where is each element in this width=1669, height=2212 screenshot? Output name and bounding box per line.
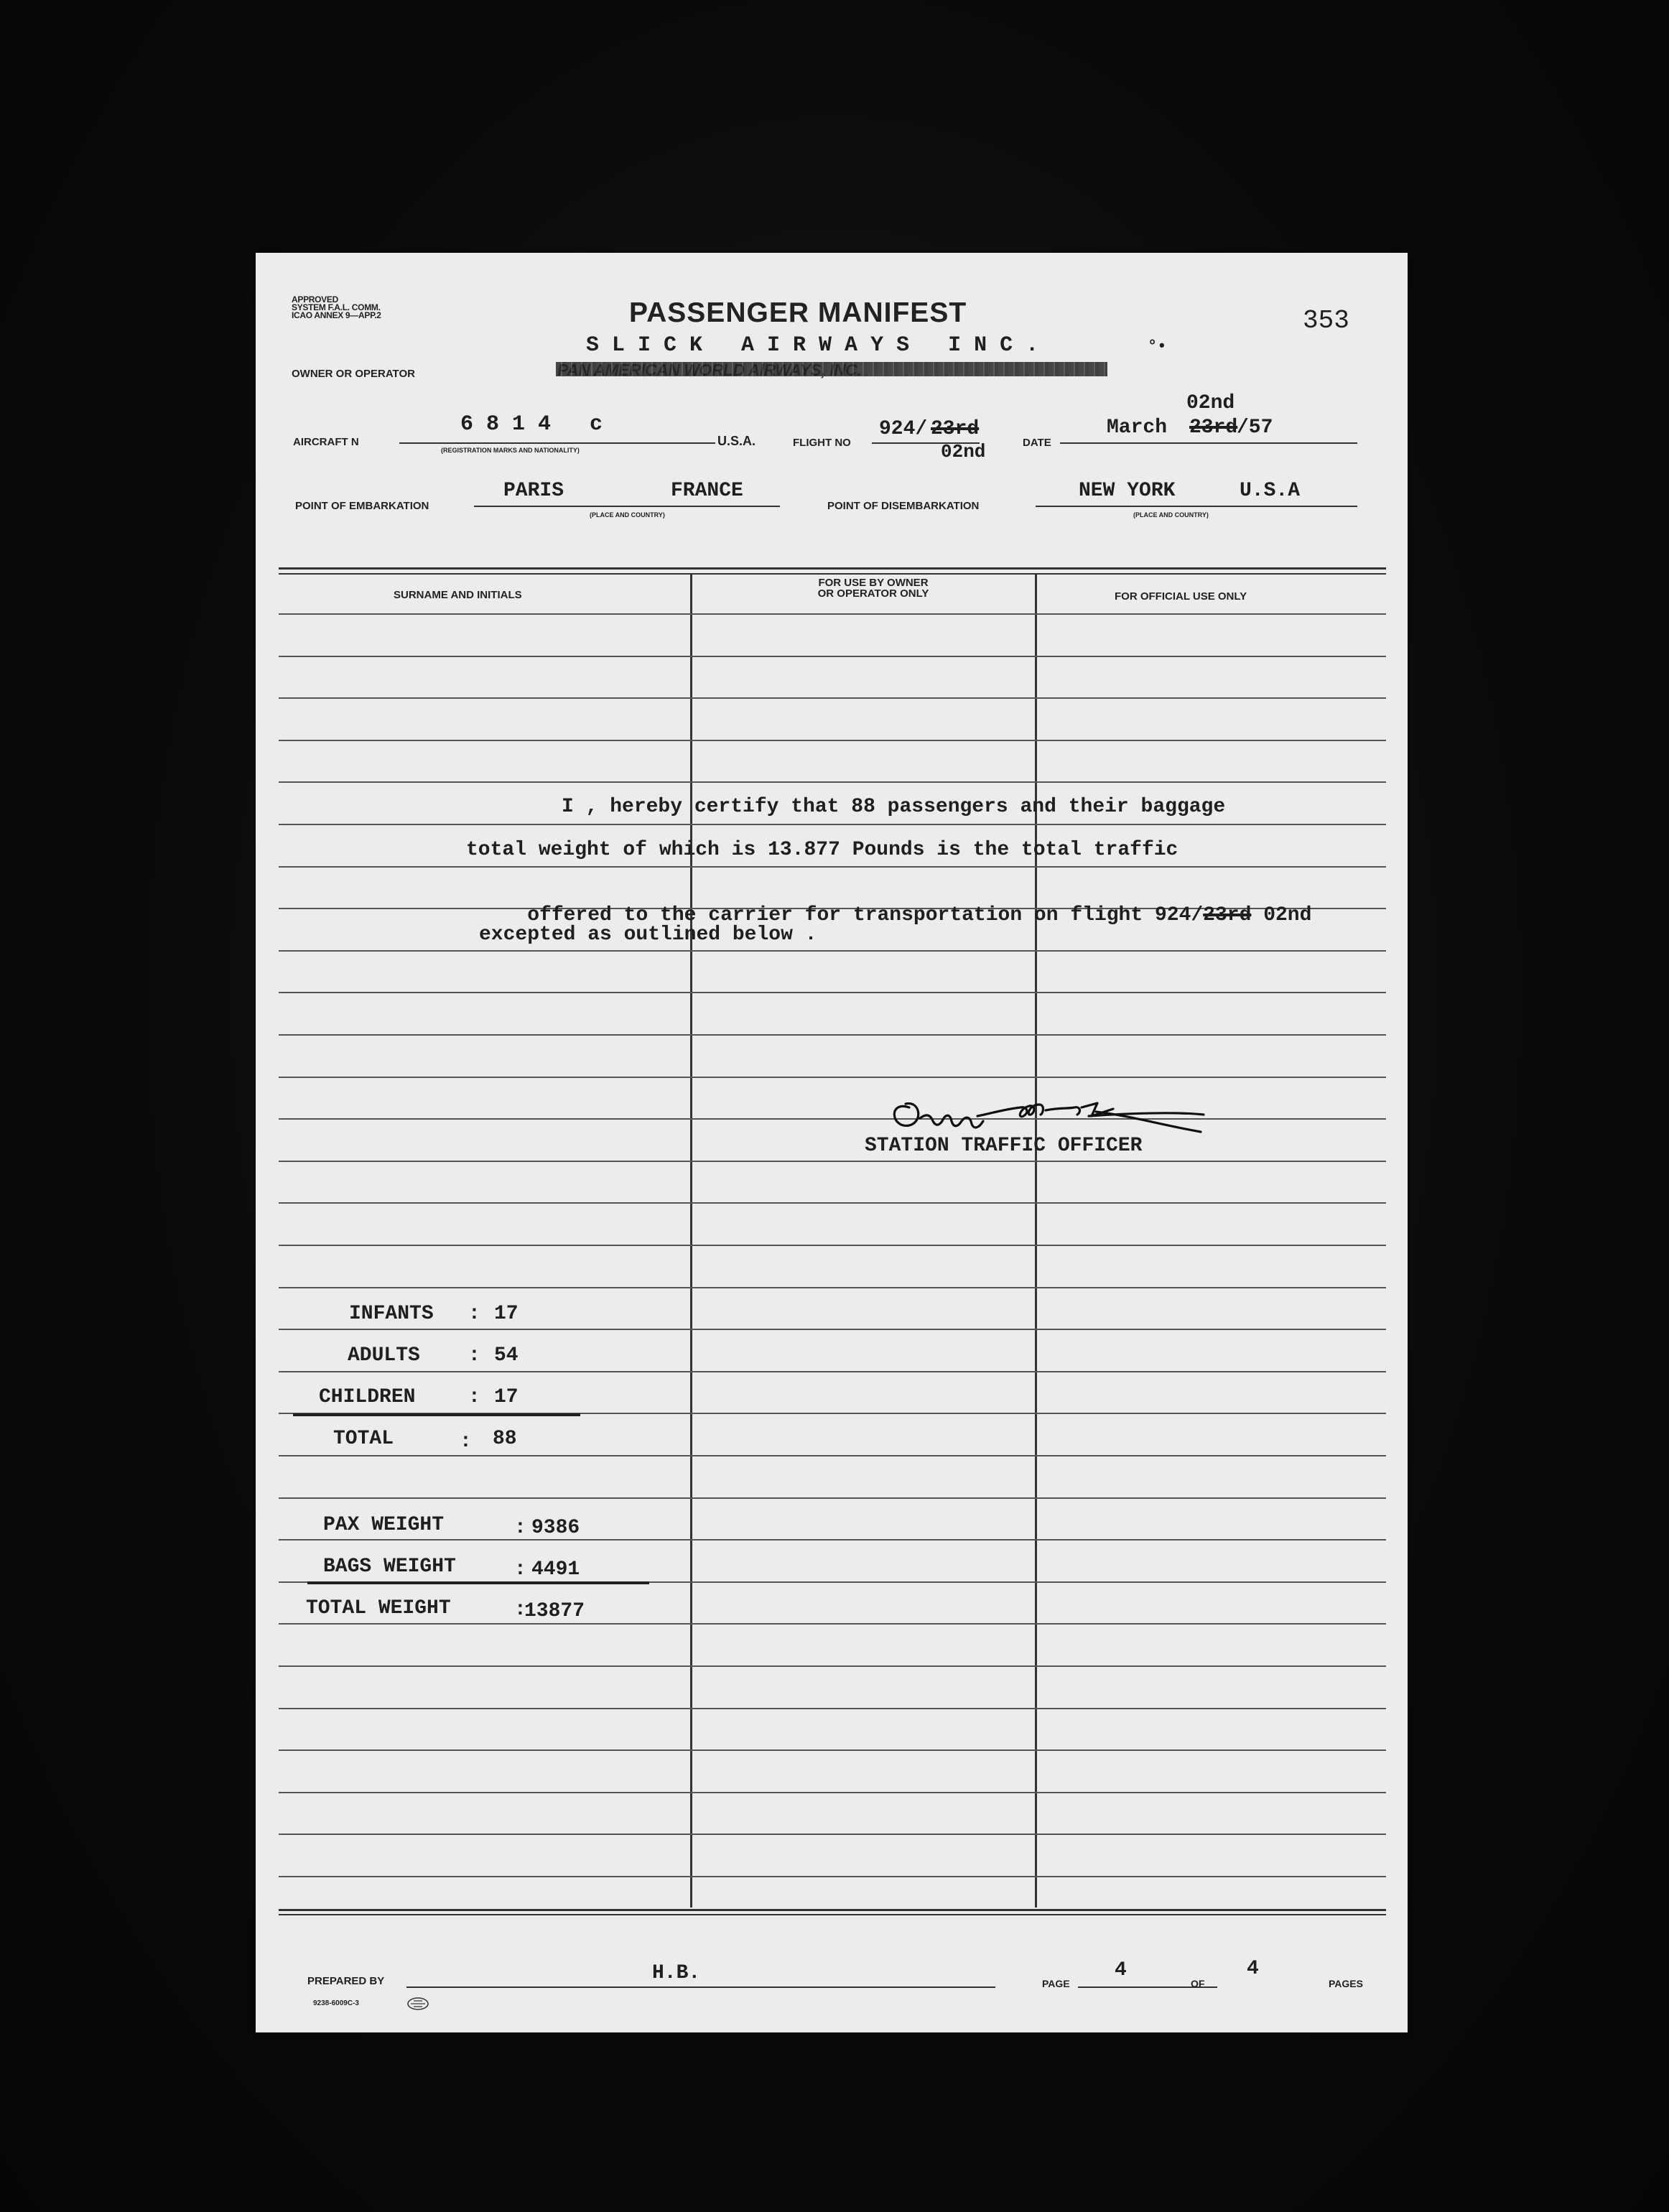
date-struck: 23rd — [1189, 417, 1238, 439]
registration-note: (REGISTRATION MARKS AND NATIONALITY) — [441, 447, 580, 454]
row-rule — [279, 1792, 1386, 1793]
usa-label: U.S.A. — [717, 434, 756, 448]
weight-colon: : — [514, 1558, 526, 1581]
weight-colon: : — [514, 1517, 526, 1539]
count-label-children: CHILDREN — [319, 1386, 416, 1408]
row-rule — [279, 1161, 1386, 1162]
row-rule — [279, 1876, 1386, 1877]
table-top-rule — [279, 567, 1386, 570]
table-bottom-rule — [279, 1909, 1386, 1911]
disembark-city: NEW YORK — [1079, 480, 1176, 502]
operator-strike-scribble — [556, 362, 1107, 376]
row-rule — [279, 781, 1386, 783]
column-header-owner — [787, 577, 959, 599]
pages-label: PAGES — [1329, 1978, 1363, 1989]
column-header-owner-line: FOR USE BY OWNER — [818, 577, 929, 589]
page-value: 4 — [1115, 1959, 1127, 1981]
row-rule — [279, 1749, 1386, 1751]
row-rule — [279, 1287, 1386, 1288]
table-top-rule — [279, 573, 1386, 575]
certification-line-3-main: offered to the carrier for transportation on flight 924/ — [527, 904, 1204, 926]
aircraft-value: 6 8 1 4 c — [460, 412, 603, 437]
place-country-note-1: (PLACE AND COUNTRY) — [590, 511, 665, 519]
row-rule — [279, 1371, 1386, 1372]
count-value-infants: 17 — [494, 1303, 519, 1325]
certification-line-2: total weight of which is 13.877 Pounds is the total traffic — [466, 839, 1178, 861]
row-rule — [279, 1245, 1386, 1246]
embark-underline — [474, 506, 780, 507]
owner-operator-label: OWNER OR OPERATOR — [292, 368, 415, 380]
certification-line-1: I , hereby certify that 88 passengers and their baggage — [562, 796, 1226, 818]
count-value-total: 88 — [493, 1428, 517, 1450]
embark-country: FRANCE — [671, 480, 743, 502]
flight-label: FLIGHT NO — [793, 437, 851, 449]
prepared-by-value: H.B. — [652, 1962, 701, 1984]
weight-colon: : — [514, 1599, 526, 1621]
of-label: OF — [1191, 1978, 1205, 1989]
row-rule — [279, 950, 1386, 952]
flight-correction: 02nd — [941, 441, 986, 463]
aircraft-label: AIRCRAFT N — [293, 436, 359, 448]
row-rule — [279, 1708, 1386, 1709]
count-colon: : — [468, 1386, 480, 1408]
date-year: /57 — [1237, 417, 1273, 439]
row-rule — [279, 697, 1386, 699]
row-rule — [279, 1118, 1386, 1120]
prepared-by-label: PREPARED BY — [307, 1975, 385, 1987]
page-label: PAGE — [1042, 1978, 1070, 1989]
manifest-sheet — [256, 253, 1408, 2032]
embarkation-label: POINT OF EMBARKATION — [295, 500, 429, 512]
certification-line-3-end: 02nd — [1263, 904, 1312, 926]
column-header-official: FOR OFFICIAL USE ONLY — [1115, 590, 1247, 603]
weight-value-bags: 4491 — [531, 1558, 580, 1581]
date-month: March — [1107, 417, 1168, 439]
date-underline — [1060, 442, 1357, 444]
row-rule — [279, 1202, 1386, 1204]
flight-value: 924/ — [879, 418, 928, 440]
count-colon: : — [468, 1303, 480, 1325]
weight-label-pax: PAX WEIGHT — [323, 1514, 445, 1536]
weights-total-rule — [307, 1581, 649, 1584]
form-title: PASSENGER MANIFEST — [629, 297, 967, 328]
row-rule — [279, 1034, 1386, 1036]
approved-line: SYSTEM F.A.L. COMM. — [292, 302, 381, 312]
count-label-adults: ADULTS — [348, 1344, 420, 1367]
row-rule — [279, 613, 1386, 615]
count-colon: : — [468, 1344, 480, 1367]
column-header-owner-line: OR OPERATOR ONLY — [817, 587, 929, 600]
table-bottom-rule — [279, 1914, 1386, 1915]
row-rule — [279, 866, 1386, 868]
flight-struck: 23rd — [931, 418, 980, 440]
weight-value-total: 13877 — [524, 1600, 585, 1622]
row-rule — [279, 1077, 1386, 1078]
row-rule — [279, 992, 1386, 993]
date-correction: 02nd — [1186, 392, 1235, 414]
disembark-country: U.S.A — [1240, 480, 1301, 502]
place-country-note-2: (PLACE AND COUNTRY) — [1133, 511, 1209, 519]
row-rule — [279, 1329, 1386, 1330]
certification-line-3-struck: 23rd — [1203, 904, 1252, 926]
disembark-underline — [1036, 506, 1357, 507]
certification-line-4: excepted as outlined below . — [479, 924, 817, 946]
date-label: DATE — [1023, 437, 1051, 449]
row-rule — [279, 1834, 1386, 1835]
row-rule — [279, 1623, 1386, 1625]
page-stamp: 353 — [1303, 306, 1349, 335]
approved-block — [292, 296, 381, 320]
count-label-infants: INFANTS — [349, 1303, 434, 1325]
count-colon: : — [460, 1431, 472, 1453]
signature-title: STATION TRAFFIC OFFICER — [865, 1135, 1143, 1157]
of-value: 4 — [1247, 1958, 1259, 1980]
row-rule — [279, 1665, 1386, 1667]
aircraft-underline — [399, 442, 715, 444]
count-value-adults: 54 — [494, 1344, 519, 1367]
approved-line: ICAO ANNEX 9—APP.2 — [292, 310, 381, 320]
approved-line: APPROVED — [292, 294, 338, 305]
embark-city: PARIS — [503, 480, 564, 502]
row-rule — [279, 1539, 1386, 1540]
row-rule — [279, 740, 1386, 741]
count-label-total: TOTAL — [333, 1428, 394, 1450]
count-value-children: 17 — [494, 1386, 519, 1408]
operator-typed-dots: °• — [1148, 338, 1167, 356]
weight-label-bags: BAGS WEIGHT — [323, 1556, 456, 1578]
row-rule — [279, 824, 1386, 825]
row-rule — [279, 656, 1386, 657]
column-header-surname: SURNAME AND INITIALS — [394, 589, 522, 601]
row-rule — [279, 1497, 1386, 1499]
row-rule — [279, 1455, 1386, 1456]
union-label-icon — [406, 1997, 429, 2011]
operator-typed: S L I C K A I R W A Y S I N C . — [586, 333, 1039, 358]
weight-label-total: TOTAL WEIGHT — [306, 1597, 451, 1620]
prepared-by-underline — [406, 1986, 995, 1988]
weight-value-pax: 9386 — [531, 1517, 580, 1539]
disembarkation-label: POINT OF DISEMBARKATION — [827, 500, 980, 512]
form-number: 9238-6009C-3 — [313, 1999, 359, 2007]
counts-total-rule — [293, 1413, 580, 1416]
